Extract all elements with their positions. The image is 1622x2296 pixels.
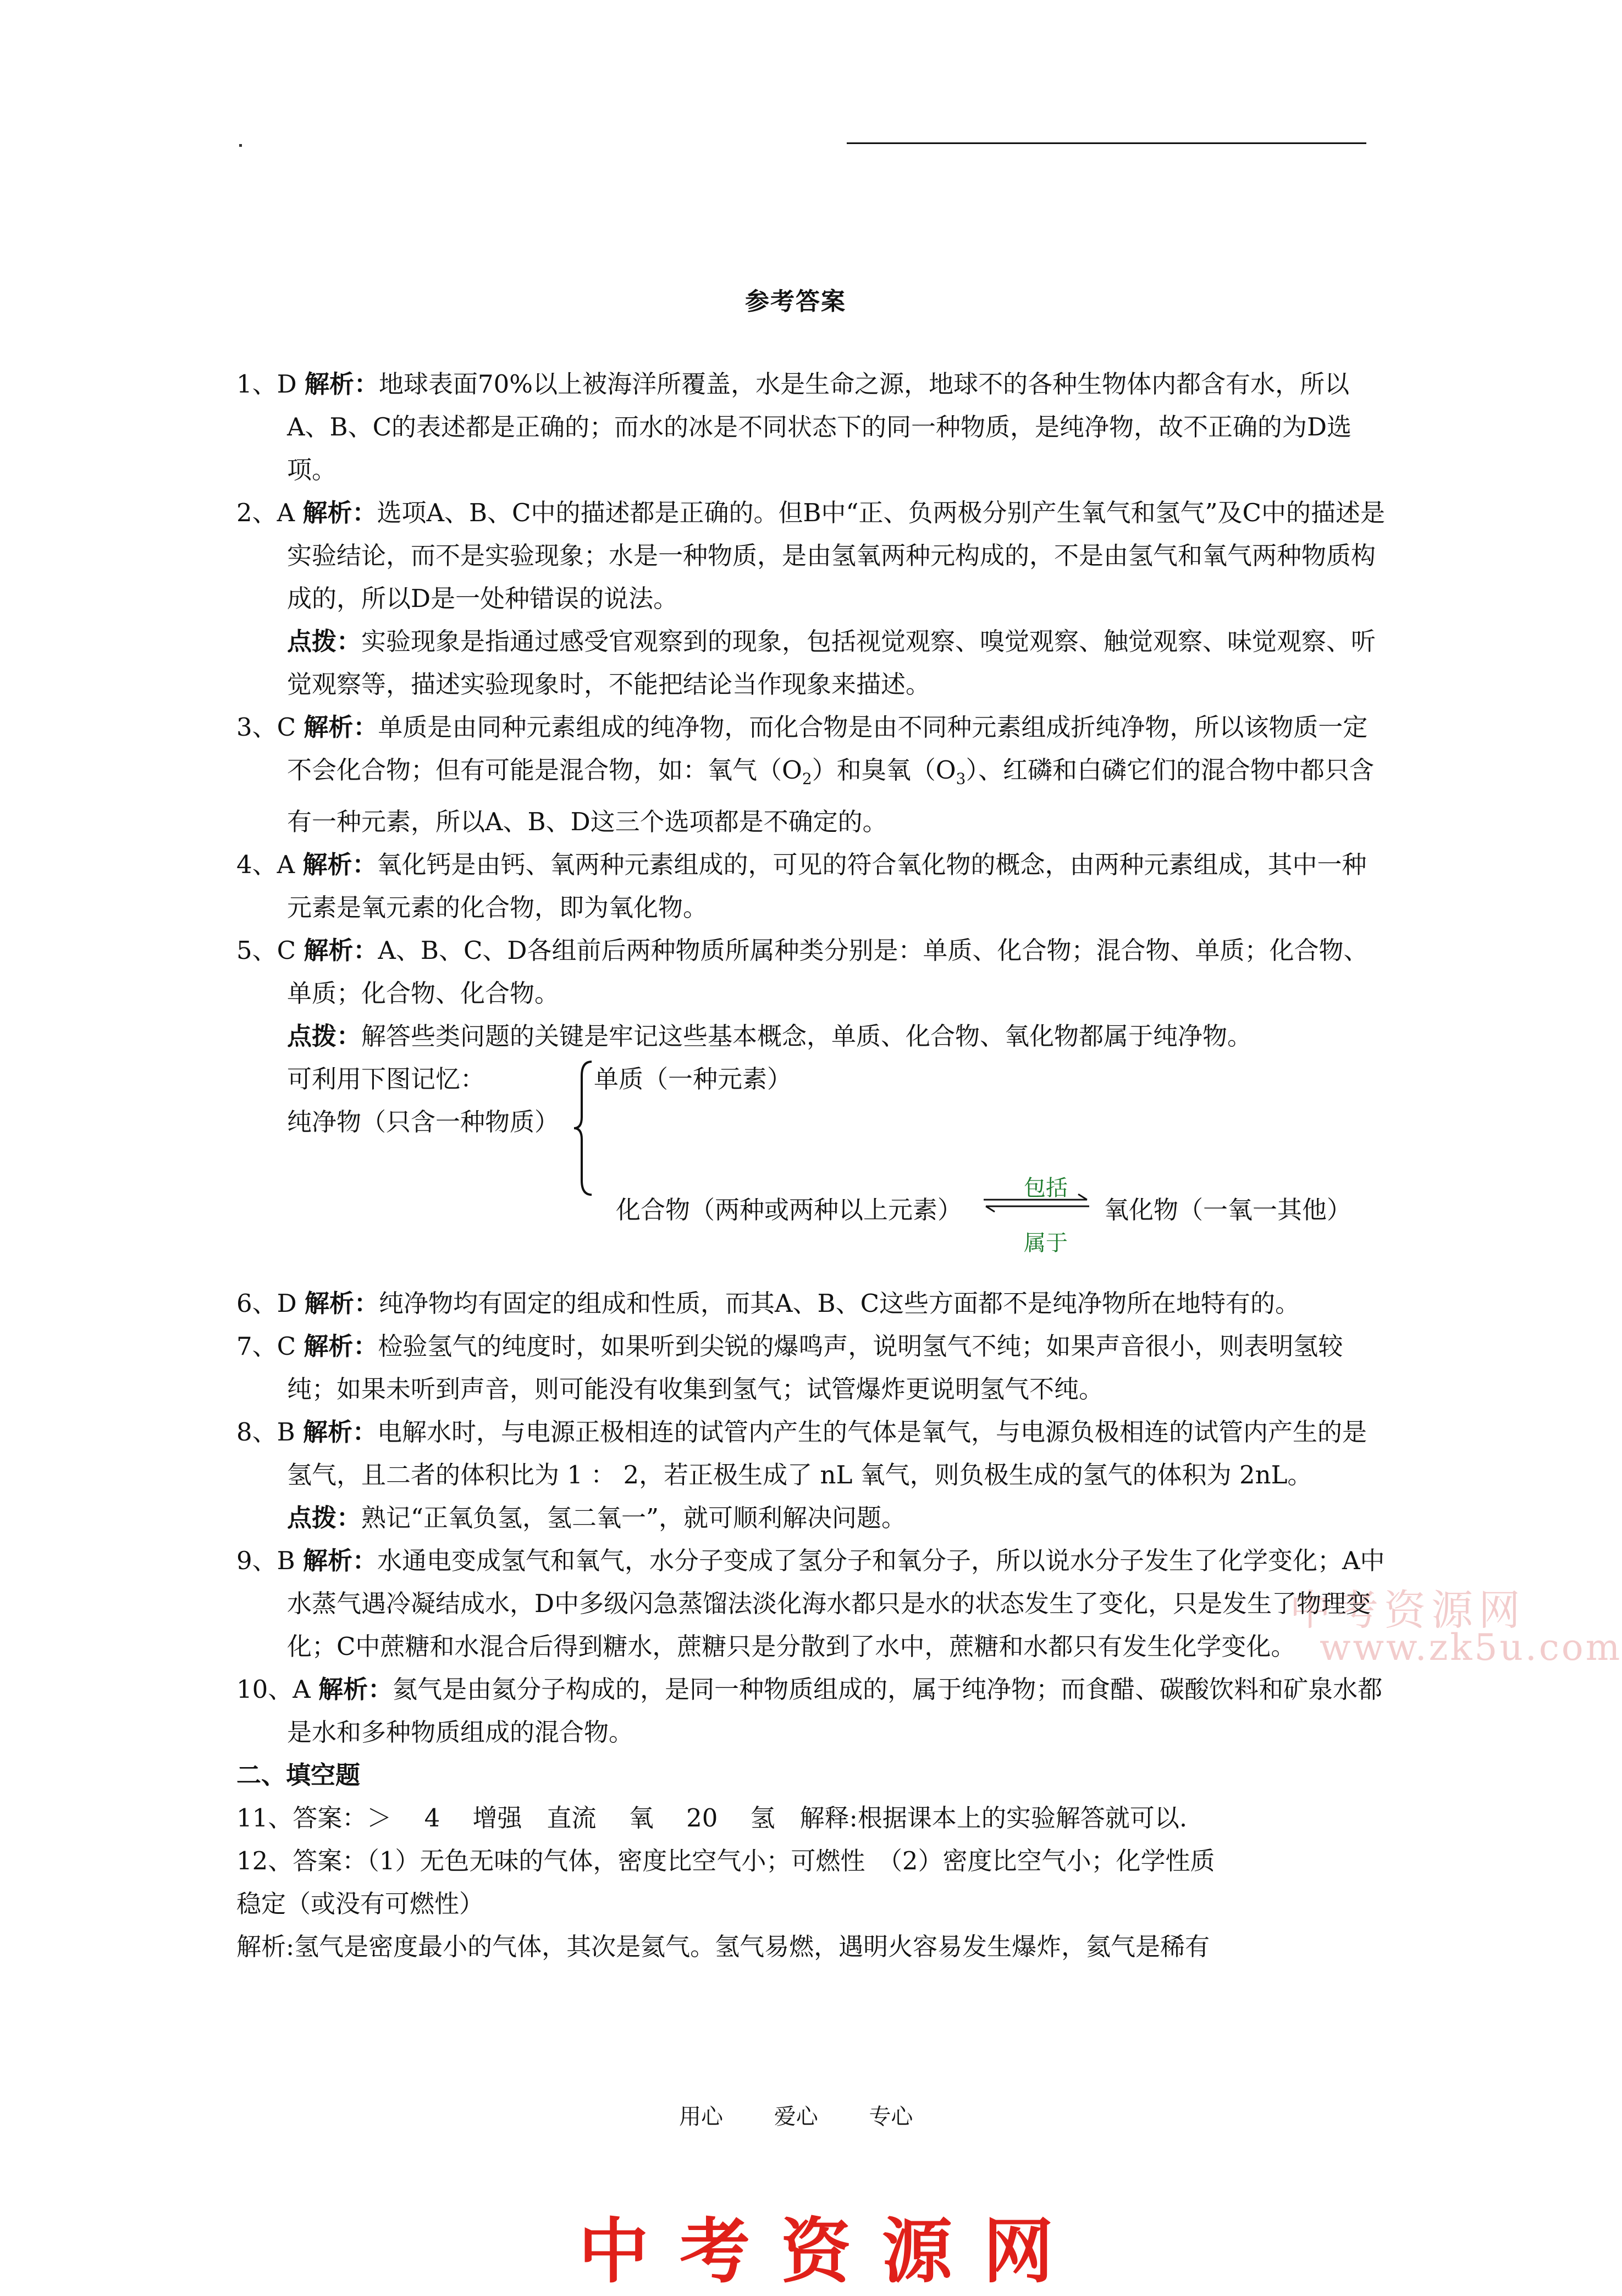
answer-8-tip: 点拨：熟记“正氧负氢，氢二氧一”，就可顺利解决问题。	[287, 1503, 907, 1532]
footer-word-2: 爱心	[774, 2104, 818, 2129]
answer-4: 4、A 解析：氧化钙是由钙、氧两种元素组成的，可见的符合氧化物的概念，由两种元素组成，其中一种元素是氧元素的化合物，即为氧化物。	[236, 850, 1367, 922]
diagram-brace	[572, 1059, 594, 1197]
diagram-oxide: 氧化物（一氧一其他）	[1104, 1195, 1352, 1224]
watermark-text: 中考资源网	[1289, 1586, 1526, 1635]
answer-3: 3、C 解析：单质是由同种元素组成的纯净物，而化合物是由不同种元素组成折纯净物，所以该物质一定不会化合物；但有可能是混合物，如：氧气$(O_2)$和臭氧$(O_3)$、红磷和白磷它们的混合物中都只含有一种元素，所以A、B、D这三个选项都是不确定的。	[236, 713, 1374, 836]
answer-body	[236, 363, 1386, 1968]
diagram-belong-label: 属于	[1024, 1230, 1068, 1256]
footer	[679, 2099, 957, 2131]
answer-9: 9、B 解析：水通电变成氢气和氧气，水分子变成了氢分子和氧分子，所以说水分子发生了化学变化；A中水蒸气遇冷凝结成水，D中多级闪急蒸馏法淡化海水都只是水的状态发生了变化，只是发生了物理变化；C中蔗糖和水混合后得到糖水，蔗糖只是分散到了水中，蔗糖和水都只有发生化学变化。	[236, 1546, 1385, 1661]
diagram-compound: 化合物（两种或两种以上元素）	[616, 1195, 963, 1224]
answer-12-analysis: 解析:氢气是密度最小的气体，其次是氦气。氢气易燃，遇明火容易发生爆炸，氦气是稀有	[236, 1932, 1210, 1961]
answer-8: 8、B 解析：电解水时，与电源正极相连的试管内产生的气体是氧气，与电源负极相连的试管内产生的是氢气，且二者的体积比为 1 ： 2，若正极生成了 nL 氧气，则负极生成的氢气的体积为 2nL。	[236, 1417, 1367, 1489]
answer-11: 11、答案：＞ 4 增强 直流 氧 20 氢 解释:根据课本上的实验解答就可以.	[236, 1803, 1188, 1833]
answer-7: 7、C 解析：检验氢气的纯度时，如果听到尖锐的爆鸣声，说明氢气不纯；如果声音很小，则表明氢较纯；如果未听到声音，则可能没有收集到氢气；试管爆炸更说明氢气不纯。	[236, 1332, 1343, 1404]
watermark-url: www.zk5u.com	[1320, 1626, 1622, 1669]
answer-5-tip: 点拨：解答些类问题的关键是牢记这些基本概念，单质、化合物、氧化物都属于纯净物。	[287, 1022, 1253, 1051]
section-2-heading: 二、填空题	[236, 1760, 361, 1790]
diagram-pure-substance: 纯净物（只含一种物质）	[287, 1107, 560, 1136]
answer-12-line-1: 12、答案：（1）无色无味的气体，密度比空气小；可燃性 （2）密度比空气小；化学性质	[236, 1846, 1215, 1875]
footer-word-3: 专心	[869, 2104, 913, 2129]
site-banner: 中考资源网	[578, 2211, 1085, 2293]
answer-10: 10、A 解析：氦气是由氦分子构成的，是同一种物质组成的，属于纯净物；而食醋、碳酸饮料和矿泉水都是水和多种物质组成的混合物。	[236, 1675, 1383, 1747]
footer-word-1: 用心	[679, 2104, 723, 2129]
answer-1: 1、D 解析：地球表面70%以上被海洋所覆盖，水是生命之源，地球不的各种生物体内都含有水，所以A、B、C的表述都是正确的；而水的冰是不同状态下的同一种物质，是纯净物，故不正确的为D选项。	[236, 369, 1352, 484]
diagram-double-arrow	[981, 1193, 1091, 1213]
diagram-include-label: 包括	[1024, 1175, 1068, 1201]
answer-12-line-2: 稳定（或没有可燃性）	[236, 1889, 484, 1918]
answer-2-tip: 点拨：实验现象是指通过感受官观察到的现象，包括视觉观察、嗅觉观察、触觉观察、味觉观察、听觉观察等，描述实验现象时，不能把结论当作现象来描述。	[287, 627, 1376, 699]
page-title: 参考答案	[745, 288, 846, 316]
answer-2: 2、A 解析：选项A、B、C中的描述都是正确的。但B中“正、负两极分别产生氧气和氢气”及C中的描述是实验结论，而不是实验现象；水是一种物质，是由氢氧两种元构成的，不是由氢气和氧气两种物质构成的，所以D是一处种错误的说法。	[236, 498, 1385, 613]
answer-6: 6、D 解析：纯净物均有固定的组成和性质，而其A、B、C这些方面都不是纯净物所在地特有的。	[236, 1289, 1300, 1318]
answer-5-recall: 可利用下图记忆：	[287, 1064, 486, 1094]
header-dot	[239, 144, 242, 147]
answer-5: 5、C 解析：A、B、C、D各组前后两种物质所属种类分别是：单质、化合物；混合物、单质；化合物、单质；化合物、化合物。	[236, 936, 1369, 1008]
header-rule	[847, 142, 1366, 144]
diagram-element: 单质（一种元素）	[594, 1064, 792, 1094]
